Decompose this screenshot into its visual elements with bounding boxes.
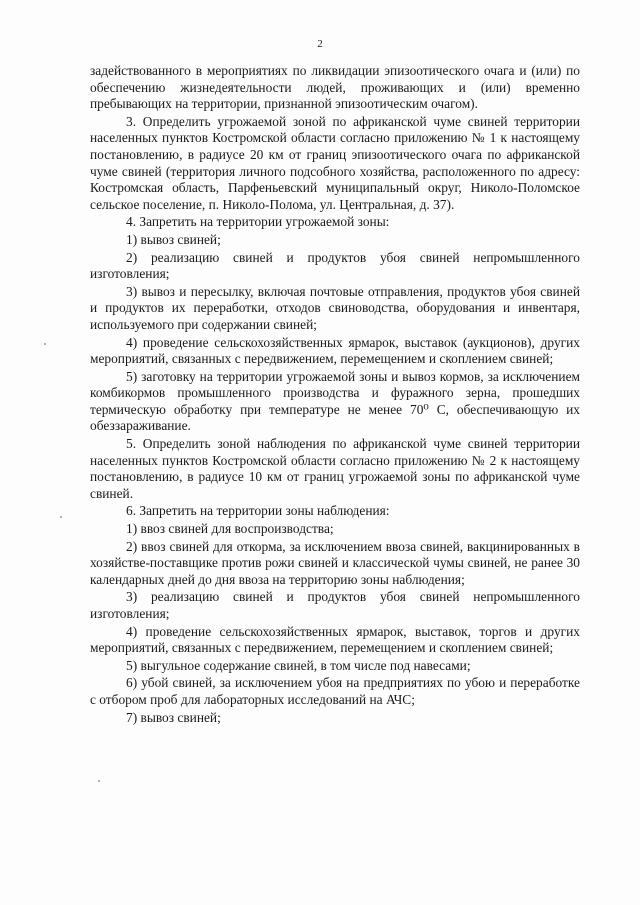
paragraph-subitem-4-1: 1) вывоз свиней; [126, 231, 221, 247]
paragraph-continuation: задействованного в мероприятиях по ликвидации эпизоотического очага и (или) по обеспечению жизнедеятельности людей, проживающих и (или) временно пребывающих на территории, признанной эпизоотическим очагом). [90, 63, 580, 112]
paragraph-subitem-6-2: 2) ввоз свиней для откорма, за исключением ввоза свиней, вакцинированных в хозяйстве-поставщике против рожи свиней и классической чумы свиней, не ранее 30 календарных дней до дня ввоза на территорию зоны наблюдения; [90, 538, 580, 587]
paragraph-subitem-4-5: 5) заготовку на территории угрожаемой зоны и вывоз кормов, за исключением комбикормов промышленного производства и фуражного зерна, прошедших термическую обработку при температуре не менее 70⁰ С, обеспечивающую их обеззараживание. [90, 368, 580, 434]
paragraph-item-6: 6. Запретить на территории зоны наблюдения: [126, 503, 390, 519]
paragraph-subitem-6-5: 5) выгульное содержание свиней, в том числе под навесами; [126, 657, 471, 673]
paragraph-subitem-6-6: 6) убой свиней, за исключением убоя на предприятиях по убою и переработке с отбором проб для лабораторных исследований на АЧС; [90, 675, 580, 707]
scan-speck [60, 516, 62, 518]
paragraph-subitem-6-1: 1) ввоз свиней для воспроизводства; [126, 521, 334, 537]
paragraph-item-5: 5. Определить зоной наблюдения по африканской чуме свиней территории населенных пунктов Костромской области согласно приложению № 2 к настоящему постановлению, в радиусе 10 км от границ угрожаемой зоны по африканской чуме свиней. [90, 436, 580, 501]
page-number: 2 [317, 38, 323, 50]
document-body [90, 63, 580, 727]
paragraph-subitem-4-3: 3) вывоз и пересылку, включая почтовые отправления, продуктов убоя свиней и продуктов их переработки, отходов свиноводства, оборудования и инвентаря, используемого при содержании свиней; [90, 283, 580, 332]
scan-speck [44, 343, 46, 345]
scan-speck [98, 780, 100, 782]
paragraph-item-3: 3. Определить угрожаемой зоной по африканской чуме свиней территории населенных пунктов Костромской области согласно приложению № 1 к настоящему постановлению, в радиусе 20 км от границ эпизоотического очага по африканской чуме свиней (территория личного подсобного хозяйства, расположенного по адресу: Костромская область, Парфеньевский муниципальный округ, Николо-Поломское сельское поселение, п. Николо-Полома, ул. Центральная, д. 37). [90, 113, 580, 212]
paragraph-subitem-4-2: 2) реализацию свиней и продуктов убоя свиней непромышленного изготовления; [90, 249, 580, 282]
paragraph-subitem-6-4: 4) проведение сельскохозяйственных ярмарок, выставок, торгов и других мероприятий, связанных с передвижением, перемещением и скоплением свиней; [90, 623, 580, 656]
paragraph-subitem-6-7: 7) вывоз свиней; [126, 709, 221, 725]
paragraph-item-4: 4. Запретить на территории угрожаемой зоны: [126, 214, 390, 230]
paragraph-subitem-6-3: 3) реализацию свиней и продуктов убоя свиней непромышленного изготовления; [90, 589, 580, 621]
paragraph-subitem-4-4: 4) проведение сельскохозяйственных ярмарок, выставок (аукционов), других мероприятий, связанных с передвижением, перемещением и скоплением свиней; [90, 334, 580, 367]
